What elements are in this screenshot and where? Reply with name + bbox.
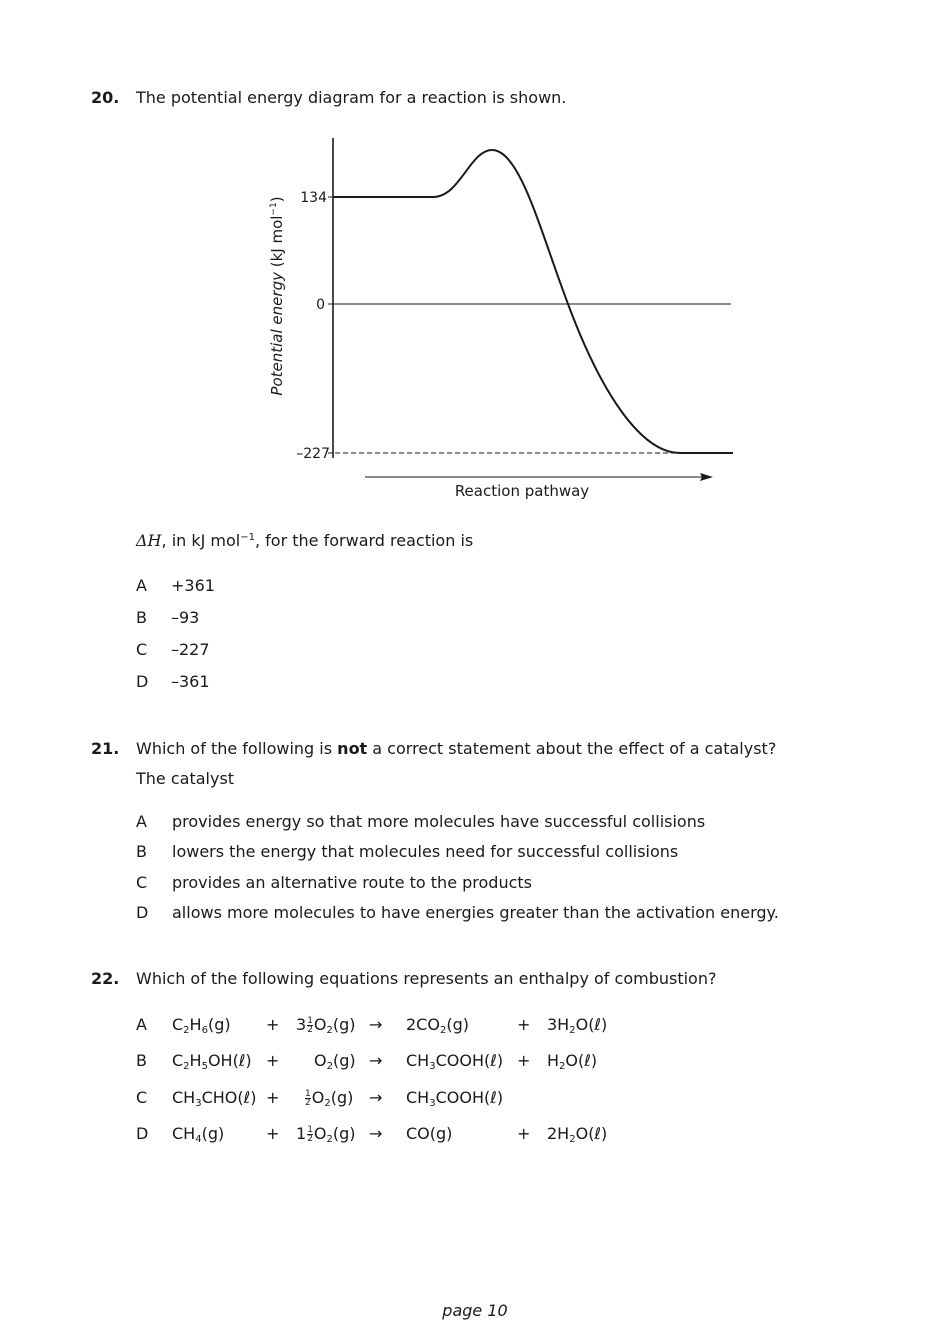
potential-energy-diagram — [0, 0, 950, 520]
tick-neg227-label: –227 — [296, 446, 330, 462]
q22-d-reactant-2: 1 $\frac{1}{2}$ $O_2(g)$ — [296, 1124, 356, 1145]
q21-option-text-c: provides an alternative route to the products — [172, 873, 532, 892]
q22-b-plus-1: + — [266, 1051, 280, 1070]
q22-c-reactant-2: $\frac{1}{2}$ $O_2(g)$ — [305, 1088, 354, 1109]
q22-d-plus-1: + — [266, 1124, 280, 1143]
q20-prompt: ΔH, in kJ mol$^{-1}$, for the forward reaction is — [136, 531, 474, 550]
q22-c-plus-1: + — [266, 1088, 280, 1107]
q22-a-product-2: $3H_2O(\ell)$ — [547, 1015, 608, 1036]
q21-option-letter-b: B — [136, 842, 147, 861]
q22-a-reactant-2: 3 $\frac{1}{2}$ $O_2(g)$ — [296, 1015, 356, 1036]
q22-c-arrow: → — [369, 1088, 383, 1107]
q22-b-reactant-1: $C_2H_5OH(\ell)$ — [172, 1051, 252, 1072]
q22-stem: Which of the following equations represents an enthalpy of combustion? — [136, 969, 717, 988]
q22-a-arrow: → — [369, 1015, 383, 1034]
q20-option-text-d: –361 — [171, 672, 210, 691]
q21-number: 21. — [91, 739, 120, 758]
q22-a-product-1: $2CO_2(g)$ — [406, 1015, 469, 1036]
q22-d-product-2: $2H_2O(\ell)$ — [547, 1124, 608, 1145]
tick-134-label: 134 — [300, 190, 327, 206]
q21-option-text-b: lowers the energy that molecules need for successful collisions — [172, 842, 679, 861]
q21-option-text-a: provides energy so that more molecules have successful collisions — [172, 812, 706, 831]
q20-option-letter-c: C — [136, 640, 148, 659]
q22-option-letter-d: D — [136, 1124, 149, 1143]
x-axis-label: Reaction pathway — [454, 482, 590, 500]
q22-b-product-1: $CH_3COOH(\ell)$ — [406, 1051, 504, 1072]
q22-a-plus-2: + — [517, 1015, 531, 1034]
q22-b-product-2: $H_2O(\ell)$ — [547, 1051, 598, 1072]
q21-option-letter-c: C — [136, 873, 148, 892]
q22-d-reactant-1: $CH_4(g)$ — [172, 1124, 225, 1145]
q21-option-letter-d: D — [136, 903, 149, 922]
tick-0-label: 0 — [316, 297, 325, 313]
q20-number: 20. — [91, 88, 120, 107]
q22-c-product-1: $CH_3COOH(\ell)$ — [406, 1088, 504, 1109]
q22-d-arrow: → — [369, 1124, 383, 1143]
q22-option-letter-b: B — [136, 1051, 147, 1070]
q22-a-plus-1: + — [266, 1015, 280, 1034]
q21-stem: Which of the following is not a correct statement about the effect of a catalyst? — [136, 739, 777, 758]
q22-number: 22. — [91, 969, 120, 988]
q21-option-letter-a: A — [136, 812, 147, 831]
q22-option-letter-c: C — [136, 1088, 148, 1107]
q22-b-arrow: → — [369, 1051, 383, 1070]
q22-b-plus-2: + — [517, 1051, 531, 1070]
q22-a-reactant-1: $C_2H_6(g)$ — [172, 1015, 231, 1036]
q20-option-text-b: –93 — [171, 608, 200, 627]
energy-curve — [333, 150, 733, 453]
q21-option-text-d: allows more molecules to have energies greater than the activation energy. — [172, 903, 779, 922]
page-number: page 10 — [442, 1301, 508, 1320]
q22-c-reactant-1: $CH_3CHO(\ell)$ — [172, 1088, 257, 1109]
q22-option-letter-a: A — [136, 1015, 147, 1034]
q20-option-text-a: +361 — [171, 576, 215, 595]
q22-b-reactant-2: $O_2(g)$ — [314, 1051, 356, 1072]
q20-option-letter-b: B — [136, 608, 147, 627]
q22-d-product-1: CO(g) — [406, 1124, 453, 1143]
q21-lead: The catalyst — [136, 769, 235, 788]
y-axis-label: Potential energy (kJ mol$^{-1}$) — [268, 196, 286, 396]
q20-option-text-c: –227 — [171, 640, 210, 659]
q20-stem: The potential energy diagram for a reaction is shown. — [136, 88, 567, 107]
q20-option-letter-d: D — [136, 672, 149, 691]
q20-option-letter-a: A — [136, 576, 147, 595]
q22-d-plus-2: + — [517, 1124, 531, 1143]
